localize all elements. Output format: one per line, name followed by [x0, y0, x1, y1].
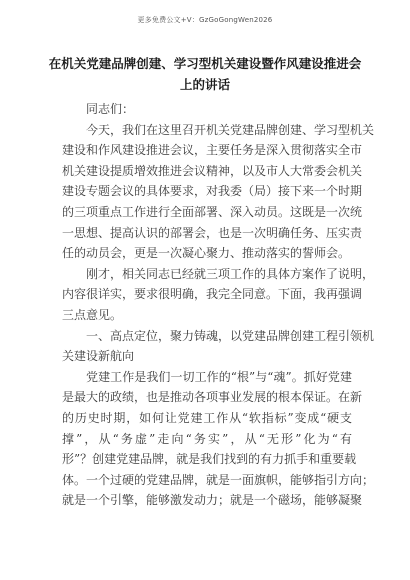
title-line-2: 上的讲话 — [179, 77, 230, 92]
text-line: 就是一个引擎，能够激发动力；就是一个磁场，能够凝聚 — [62, 493, 363, 508]
section-heading-line: 关建设新航向 — [62, 349, 135, 364]
text-line: 一思想、提高认识的部署会，也是一次明确任务、压实责 — [62, 225, 363, 240]
text-line: 党建工作是我们一切工作的“根”与“魂”。抓好党建 — [86, 369, 352, 384]
text-line: 建设专题会议的具体要求，对我委（局）接下来一个时期 — [62, 184, 363, 199]
text-line: 今天，我们在这里召开机关党建品牌创建、学习型机关 — [86, 122, 375, 137]
section-heading-line: 一、高点定位，聚力铸魂，以党建品牌创建工程引领机 — [86, 328, 375, 343]
header-note: 更多免费公文+V：GzGoGongWen2026 — [137, 16, 273, 24]
text-line: 形”？创建党建品牌，就是我们找到的有力抓手和重要载 — [62, 452, 357, 467]
document-title — [40, 53, 370, 95]
text-line: 的历史时期，如何让党建工作从“软指标”变成“硬支 — [62, 410, 352, 425]
document-body — [62, 99, 375, 511]
text-line: 机关建设提质增效推进会议精神，以及市人大常委会机关 — [62, 163, 363, 178]
text-line: 撑”，从“务虚”走向“务实”，从“无形”化为“有 — [62, 431, 352, 446]
text-line: 三点意见。 — [62, 307, 123, 322]
title-line-1: 在机关党建品牌创建、学习型机关建设暨作风建设推进会 — [48, 56, 362, 71]
text-line: 是最大的政绩，也是推动各项事业发展的根本保证。在新 — [62, 390, 363, 405]
text-line: 体。一个过硬的党建品牌，就是一面旗帜，能够指引方向； — [62, 472, 375, 487]
text-line: 任的动员会，更是一次凝心聚力、推动落实的誓师会。 — [62, 246, 351, 261]
text-line: 内容很详实，要求很明确，我完全同意。下面，我再强调 — [62, 287, 363, 302]
text-line: 建设和作风建设推进会议，主要任务是深入贯彻落实全市 — [62, 143, 363, 158]
text-line: 刚才，相关同志已经就三项工作的具体方案作了说明， — [86, 266, 375, 281]
salutation: 同志们： — [86, 102, 135, 116]
text-line: 的三项重点工作进行全面部署、深入动员。这既是一次统 — [62, 204, 363, 219]
